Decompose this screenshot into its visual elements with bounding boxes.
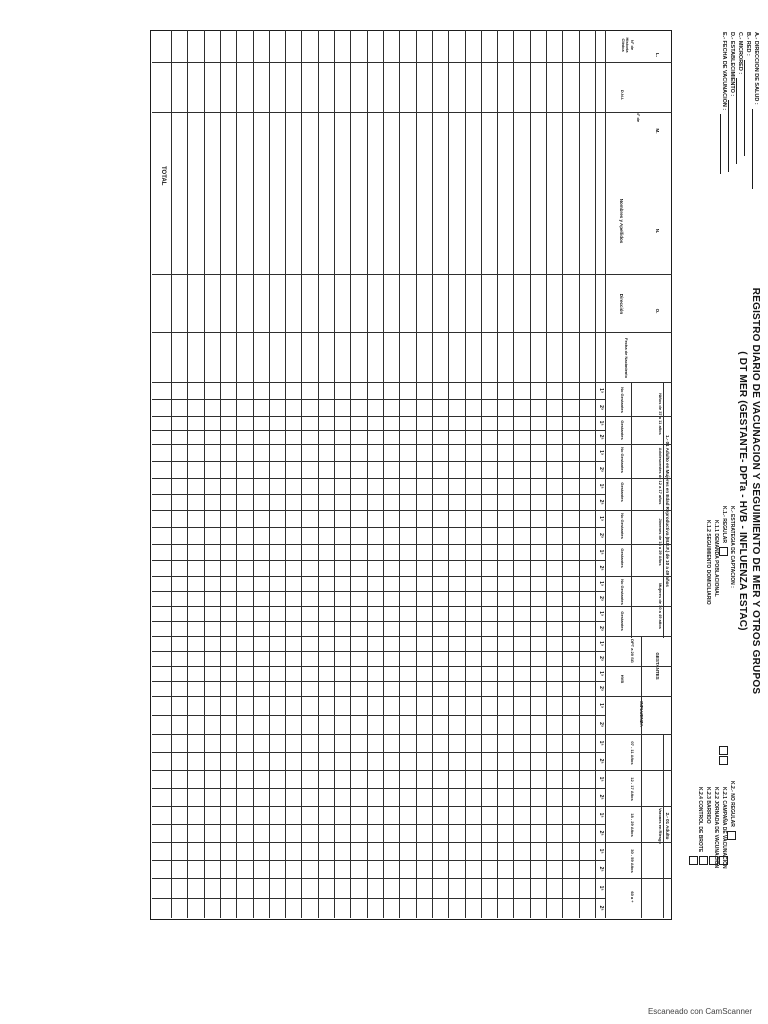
strategy-no-regular-item: K.2.4 CONTROL DE BROTE [697,787,704,853]
dose-mark: 2ª [598,794,604,800]
grid-column-line [152,651,606,652]
header-age-group: Mujeres de 30 a 49 años [658,583,663,629]
no-regular-checkbox [728,831,737,840]
grid-row-line [579,30,580,918]
strategy-checkboxes [689,856,728,865]
dose-mark: 1ª [598,671,604,676]
grid-row-line [285,30,286,918]
grid-row-line [562,30,563,918]
checkbox [719,746,728,755]
regular-checkbox [720,547,729,556]
header-status: No Gestantes [620,387,625,413]
checkbox [719,756,728,765]
header-letter: N. [655,228,660,234]
meta-field: A.- DIRECCION DE SALUD : [752,32,760,189]
header-fecha-nacimiento: Fecha de Nacimiento [624,338,629,379]
total-label: TOTAL [160,166,166,186]
grid-column-line [152,382,672,383]
grid-column-line [152,510,672,511]
grid-row-line [605,30,606,918]
grid-column-line [152,898,606,899]
header-hvb: HVB [620,674,625,684]
grid-column-line [152,860,606,861]
dose-mark: 2ª [598,656,604,661]
header-age-group: Adolescentes de 12 a 17 años [658,447,663,505]
dose-mark: 1ª [598,516,604,521]
grid-column-line [152,478,672,479]
checkbox [689,856,698,865]
grid-column-line [152,636,672,637]
header-direccion: Dirección [619,293,624,315]
strategy-label: K.- ESTRATEGIA DE CAPTACION : [729,506,736,588]
header-status: Gestantes [620,482,625,502]
header-status: No Gestantes [620,447,625,473]
grid-column-line [152,806,672,807]
header-influenza: INFLUENZA [639,701,644,727]
dose-mark: 1ª [598,812,604,818]
grid-row-line [253,30,254,918]
grid-column-line [152,666,672,667]
header-gestantes: GESTANTES [655,652,660,680]
strategy-regular-item: K.1.1 DEMANDA POBLACIONAL [713,520,720,597]
header-status: Gestantes [620,548,625,568]
grid-row-line [465,30,466,918]
header-status: No Gestantes [620,513,625,539]
dose-mark: 1ª [598,641,604,646]
grid-column-line [152,621,606,622]
header-status: Gestantes [620,420,625,440]
grid-row-line [399,30,400,918]
dose-mark: 1ª [598,581,604,586]
grid-row-line [187,30,188,918]
title-line-1: REGISTRO DIARIO DE VACUNACION Y SEGUIMIENTO DE MER Y OTROS GRUPOS [750,287,761,695]
header-group-mef: 1.- 01 Adulto en Mujeres en Edad Reproductiva (M.E.F.) de 10 a 49 años [665,435,670,587]
form-title [736,276,762,706]
checkbox [699,856,708,865]
title-line-2: ( DT MER (GESTANTE- DPTa - HVB - INFLUENZA ESTAC) [737,351,748,631]
grid-column-line [152,770,672,771]
dose-mark: 2ª [598,866,604,872]
grid-column-line [152,715,606,716]
grid-row-line [530,30,531,918]
grid-row-line [513,30,514,918]
grid-column-line [152,824,606,825]
header-status: Gestantes [620,611,625,631]
grid-column-line [152,461,606,462]
grid-row-line [318,30,319,918]
header-ndoc: N° de [636,111,641,123]
grid-row-line [481,30,482,918]
grid-column-line [152,332,672,333]
grid-column-line [152,274,672,275]
grid-column-line [152,527,606,528]
checkbox [709,856,718,865]
strategy-block-regular [704,506,736,605]
meta-field: C.- MICRORED : [736,32,744,189]
grid-column-line [152,606,672,607]
form-sheet [144,26,764,926]
checkbox [719,856,728,865]
header-group-adulto: 2.- 01 Adulto [665,812,670,840]
header-historia: N° de Historia Clínica [621,37,635,53]
grid-column-line [152,591,606,592]
dose-mark: 2ª [598,499,604,505]
strategy-no-regular-item: K.2.1 CAMPAÑA DE VACUNACION [721,787,728,869]
grid-row-line [204,30,205,918]
dose-mark: 2ª [598,722,604,727]
header-male-age: 30 - 59 Años [630,849,635,873]
dose-mark: 2ª [598,405,604,410]
header-male-age: 07 - 11 Años [630,741,635,765]
dose-mark: 1ª [598,611,604,616]
grid-column-line [152,696,672,697]
grid-column-line [152,878,672,879]
dose-mark: 2ª [598,830,604,836]
dose-mark: 1ª [598,703,604,708]
grid-column-line [152,430,606,431]
dose-mark: 1ª [598,450,604,455]
meta-field: D.- ESTABLECIMIENTO : [728,32,736,189]
strategy-no-regular-row: K.2.- NO REGULAR [728,781,736,869]
grid-row-line [448,30,449,918]
meta-field: B.- RED : [744,32,752,189]
strategy-no-regular-item: K.2.3 BARRIDO [705,787,712,824]
header-dni: D.N.I. [620,89,625,101]
dose-mark: 2ª [598,626,604,631]
header-age-group: Niños de 37 a 11 años [658,393,663,435]
dose-mark: 2ª [598,905,604,911]
grid-row-line [497,30,498,918]
grid-row-line [383,30,384,918]
meta-fields [720,32,760,189]
grid-row-line [367,30,368,918]
grid-row-line [334,30,335,918]
grid-row-line [301,30,302,918]
dose-mark: 2ª [598,533,604,538]
grid-row-line [641,636,642,734]
dose-mark: 1ª [598,776,604,782]
dose-mark: 1ª [598,483,604,489]
strategy-regular-row: K.1.- REGULAR [720,506,728,605]
grid-column-line [152,681,606,682]
dose-mark: 2ª [598,686,604,691]
header-letter: O. [655,308,660,314]
grid-row-line [269,30,270,918]
header-letter: L. [655,53,660,57]
grid-column-line [152,842,672,843]
dose-mark: 2ª [598,596,604,601]
grid-row-line [350,30,351,918]
dose-mark: 2ª [598,434,604,440]
grid-column-line [152,399,606,400]
grid-row-line [171,30,172,918]
grid-column-line [152,752,606,753]
header-male-age: 12 - 17 Años [630,777,635,801]
grid-row-line [416,30,417,918]
header-nombres: Nombres y Apellidos [619,198,624,244]
grid-row-line [663,734,664,918]
grid-column-line [152,62,672,63]
header-male-age: 18 - 29 Años [630,813,635,837]
dose-mark: 2ª [598,565,604,571]
header-status: No Gestantes [620,579,625,605]
grid-column-line [152,416,672,417]
header-riesgo: Varones en Riesgo [658,808,663,844]
grid-column-line [152,576,672,577]
dose-mark: 2ª [598,467,604,472]
grid-row-line [220,30,221,918]
dose-mark: 2ª [598,758,604,764]
dose-mark: 1ª [598,420,604,426]
dose-mark: 1ª [598,740,604,746]
header-dpta: DPT a 20 SG [630,639,635,663]
grid-column-line [152,112,672,113]
grid-column-line [152,560,606,561]
dose-mark: 1ª [598,885,604,891]
strategy-checkboxes-pair [719,746,728,765]
meta-field: E.- FECHA DE VACUNACION : [720,32,728,189]
strategy-no-regular-item: K.2.2 JORNADA DE VACUNACION [713,787,720,869]
grid-row-line [546,30,547,918]
grid-column-line [152,444,672,445]
grid-row-line [641,734,642,918]
dose-mark: 1ª [598,848,604,854]
grid-column-line [152,494,606,495]
strategy-regular-item: K.1.2 SEGUIMIENTO DOMICILIARIO [705,520,712,605]
scanner-watermark: Escaneado con CamScanner [647,1007,752,1016]
grid-row-line [432,30,433,918]
dose-mark: 1ª [598,549,604,555]
grid-row-line [236,30,237,918]
grid-column-line [152,544,672,545]
grid-row-line [595,30,596,918]
grid-column-line [152,788,606,789]
grid-column-line [152,734,672,735]
registry-table [150,30,672,920]
header-male-age: 60 a + [630,891,635,903]
header-letter: M. [655,128,660,134]
dose-mark: 1ª [598,388,604,393]
header-age-group: Jóvenes de 18 a 29 Años [658,518,663,566]
